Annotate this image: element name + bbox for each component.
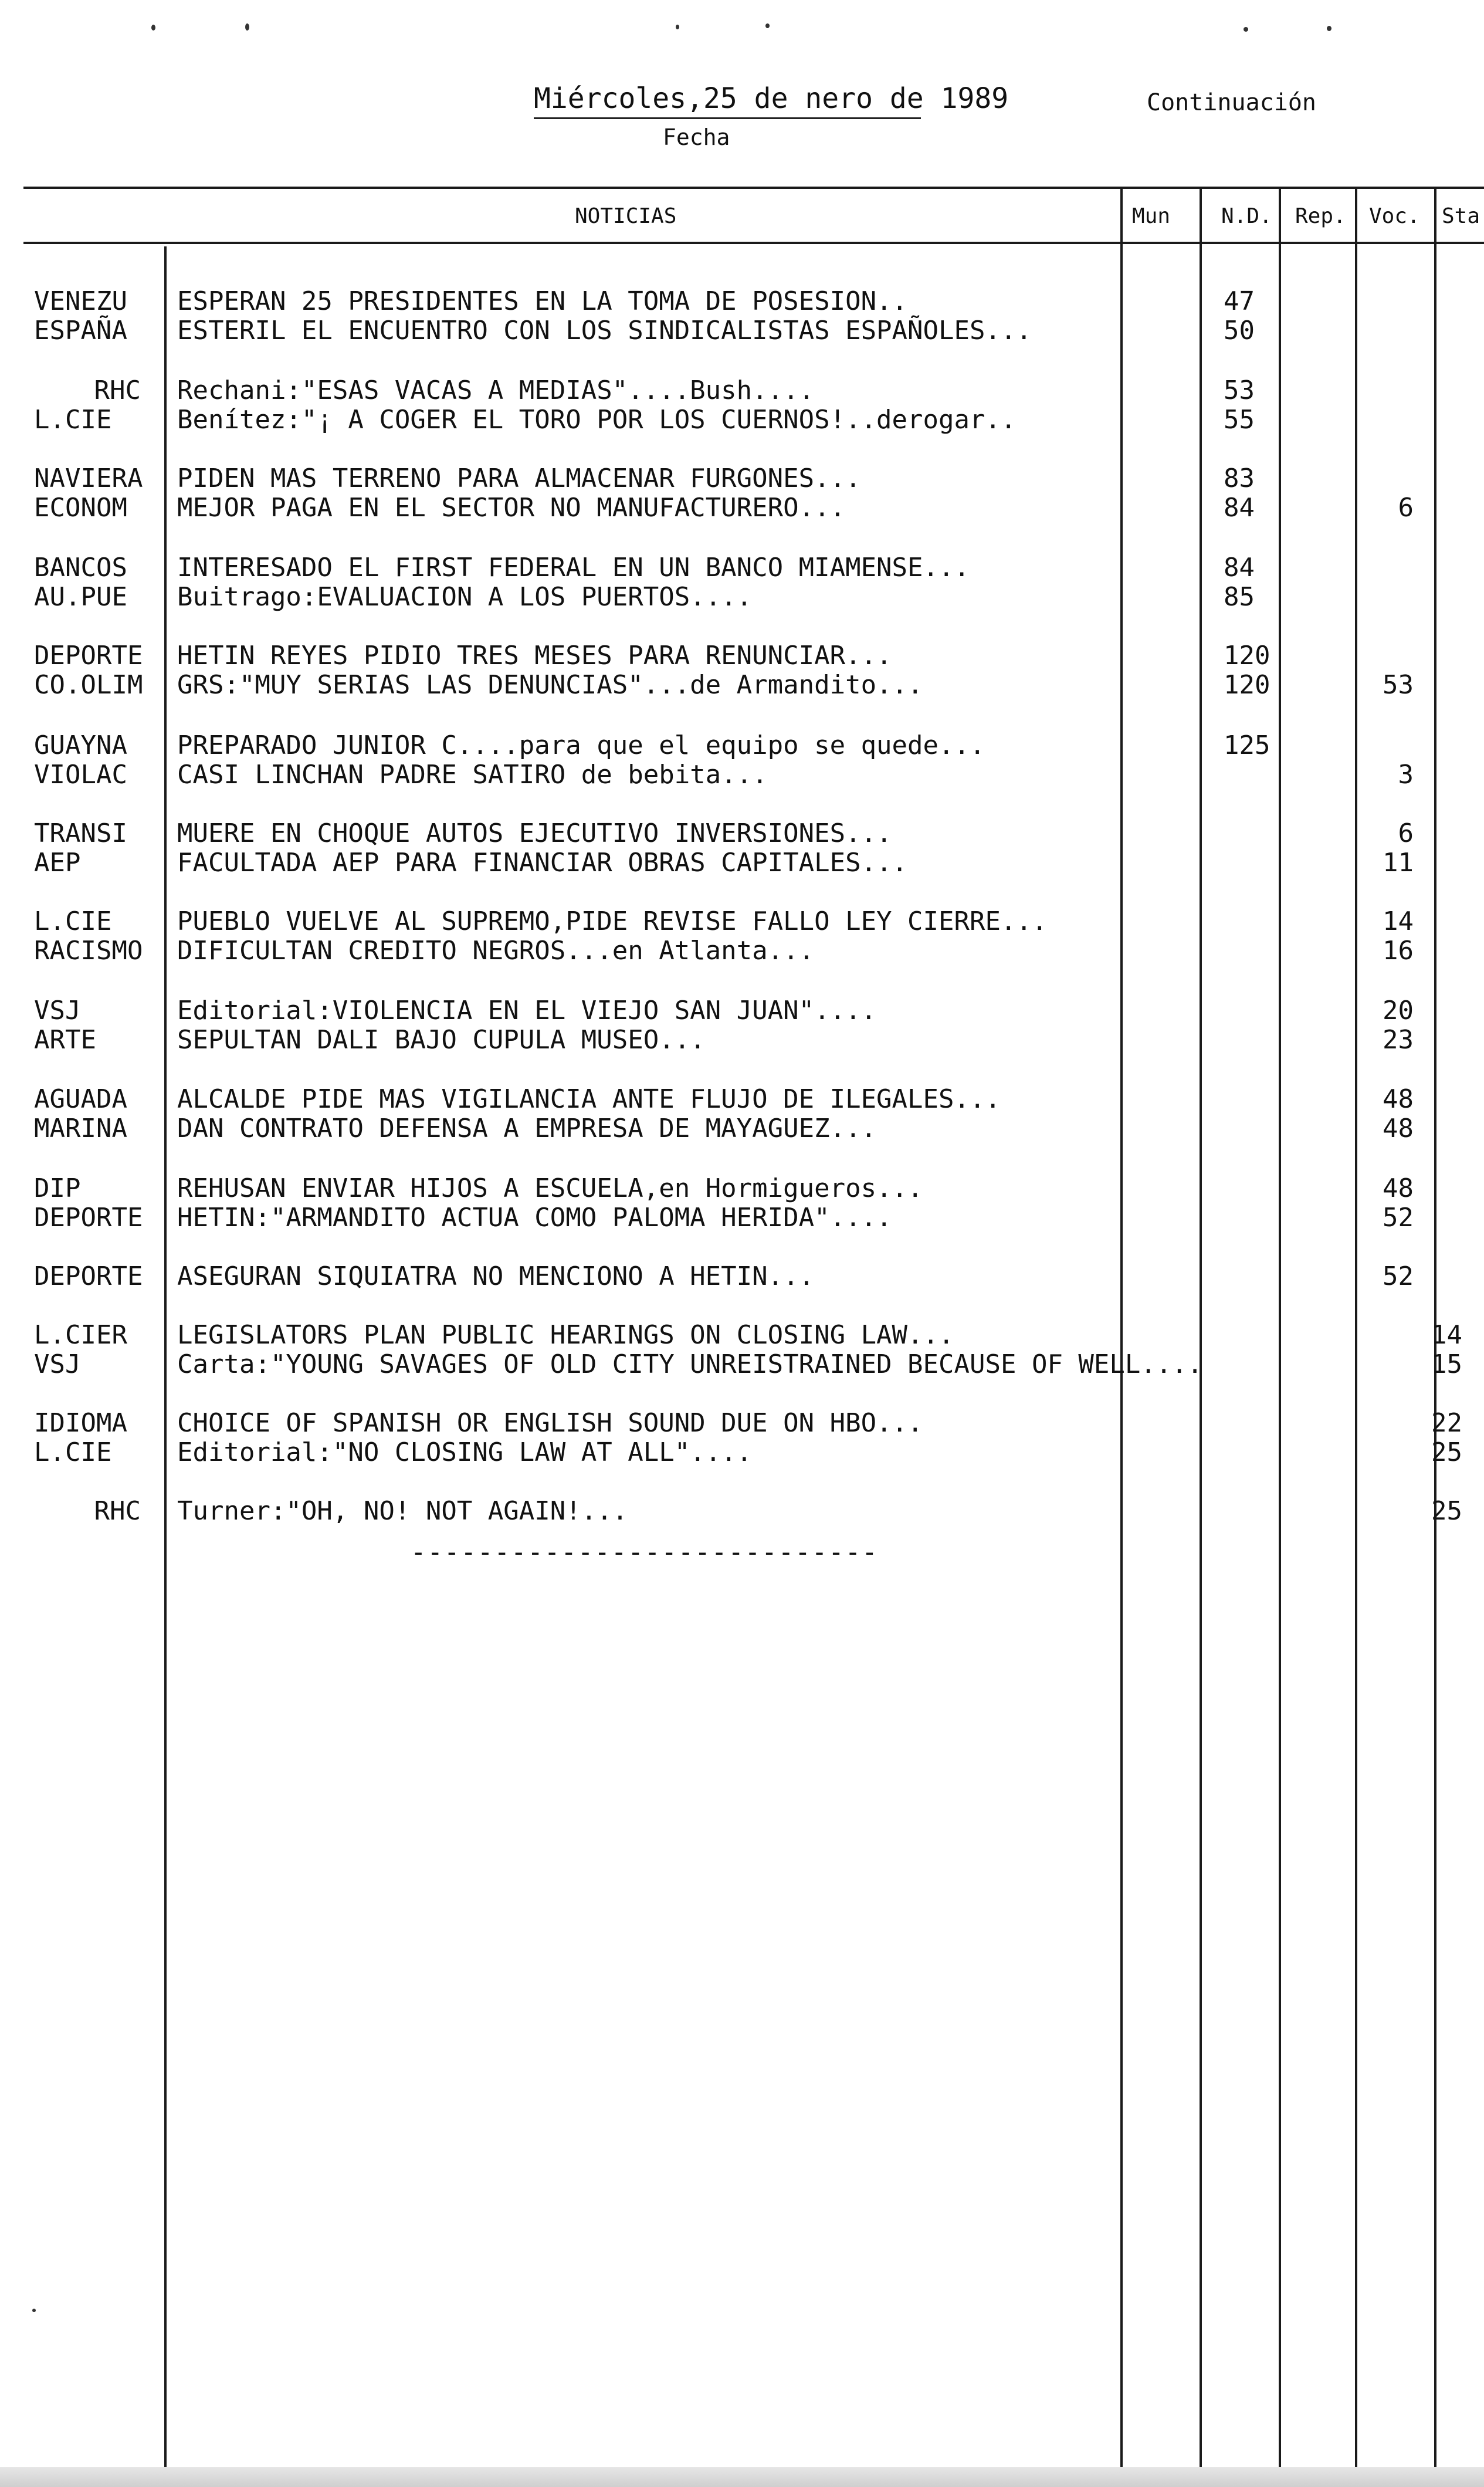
row-sta-page: 14 <box>1431 1320 1462 1350</box>
row-section-code: RHC <box>94 375 141 405</box>
row-headline: ALCALDE PIDE MAS VIGILANCIA ANTE FLUJO DE ILEGALES... <box>177 1084 1001 1114</box>
row-headline: PUEBLO VUELVE AL SUPREMO,PIDE REVISE FALLO LEY CIERRE... <box>177 906 1048 936</box>
row-headline: Carta:"YOUNG SAVAGES OF OLD CITY UNREISTRAINED BECAUSE OF WELL.... <box>177 1349 1203 1379</box>
row-headline: CASI LINCHAN PADRE SATIRO de bebita... <box>177 760 768 790</box>
row-headline: REHUSAN ENVIAR HIJOS A ESCUELA,en Hormigueros... <box>177 1173 923 1203</box>
scan-speck <box>151 25 155 31</box>
scan-speck <box>1244 27 1248 32</box>
row-section-code: L.CIE <box>34 1437 112 1467</box>
row-section-code: NAVIERA <box>34 463 143 493</box>
row-voc-page: 20 <box>1383 996 1414 1026</box>
row-headline: INTERESADO EL FIRST FEDERAL EN UN BANCO MIAMENSE... <box>177 553 970 583</box>
scan-speck <box>676 25 679 29</box>
row-section-code: AGUADA <box>34 1084 127 1114</box>
row-voc-page: 11 <box>1383 848 1414 878</box>
row-section-code: BANCOS <box>34 553 127 583</box>
row-section-code: VSJ <box>34 1349 81 1379</box>
row-section-code: AU.PUE <box>34 582 127 612</box>
row-section-code: GUAYNA <box>34 730 127 760</box>
row-headline: CHOICE OF SPANISH OR ENGLISH SOUND DUE ON HBO... <box>177 1408 923 1438</box>
column-header-nd: N.D. <box>1221 204 1272 228</box>
row-section-code: RHC <box>94 1496 141 1526</box>
row-headline: Editorial:VIOLENCIA EN EL VIEJO SAN JUAN".... <box>177 996 877 1026</box>
row-voc-page: 48 <box>1383 1114 1414 1143</box>
scan-speck <box>765 23 770 28</box>
row-headline: PREPARADO JUNIOR C....para que el equipo se quede... <box>177 730 985 760</box>
row-headline: Editorial:"NO CLOSING LAW AT ALL".... <box>177 1437 753 1467</box>
row-headline: GRS:"MUY SERIAS LAS DENUNCIAS"...de Armandito... <box>177 670 923 700</box>
date-underline <box>534 117 921 119</box>
row-voc-page: 6 <box>1398 493 1414 523</box>
row-headline: MEJOR PAGA EN EL SECTOR NO MANUFACTURERO... <box>177 493 846 523</box>
row-section-code: RACISMO <box>34 936 143 966</box>
code-column-divider <box>164 246 167 2467</box>
row-voc-page: 6 <box>1398 818 1414 848</box>
row-section-code: ARTE <box>34 1025 96 1055</box>
row-section-code: DEPORTE <box>34 1203 143 1233</box>
page-date: Miércoles,25 de nero de 1989 <box>534 82 1009 115</box>
row-nd-page: 120 <box>1224 670 1270 700</box>
rep-column-divider <box>1279 187 1281 2467</box>
row-section-code: L.CIE <box>34 906 112 936</box>
row-headline: MUERE EN CHOQUE AUTOS EJECUTIVO INVERSIONES... <box>177 818 892 848</box>
row-sta-page: 15 <box>1431 1349 1462 1379</box>
row-voc-page: 23 <box>1383 1025 1414 1055</box>
row-section-code: AEP <box>34 848 81 878</box>
row-section-code: ECONOM <box>34 493 127 523</box>
row-nd-page: 125 <box>1224 730 1270 760</box>
column-header-mun: Mun <box>1132 204 1171 228</box>
row-section-code: MARINA <box>34 1114 127 1143</box>
end-separator: ---------------------------- <box>411 1537 879 1567</box>
row-section-code: L.CIE <box>34 405 112 435</box>
row-section-code: VSJ <box>34 996 81 1026</box>
row-headline: Buitrago:EVALUACION A LOS PUERTOS.... <box>177 582 753 612</box>
row-headline: Benítez:"¡ A COGER EL TORO POR LOS CUERNOS!..derogar.. <box>177 405 1017 435</box>
continuation-label: Continuación <box>1147 89 1316 116</box>
row-headline: FACULTADA AEP PARA FINANCIAR OBRAS CAPITALES... <box>177 848 908 878</box>
row-section-code: DEPORTE <box>34 1261 143 1291</box>
row-nd-page: 55 <box>1224 405 1255 435</box>
row-nd-page: 84 <box>1224 553 1255 583</box>
row-sta-page: 22 <box>1431 1408 1462 1438</box>
row-headline: HETIN REYES PIDIO TRES MESES PARA RENUNCIAR... <box>177 641 892 671</box>
row-section-code: ESPAÑA <box>34 316 127 346</box>
row-section-code: VIOLAC <box>34 760 127 790</box>
row-nd-page: 47 <box>1224 286 1255 316</box>
row-nd-page: 83 <box>1224 463 1255 493</box>
row-headline: DIFICULTAN CREDITO NEGROS...en Atlanta... <box>177 936 815 966</box>
column-header-news: NOTICIAS <box>575 204 677 228</box>
row-voc-page: 3 <box>1398 760 1414 790</box>
row-headline: ASEGURAN SIQUIATRA NO MENCIONO A HETIN... <box>177 1261 815 1291</box>
row-nd-page: 53 <box>1224 375 1255 405</box>
row-section-code: IDIOMA <box>34 1408 127 1438</box>
row-sta-page: 25 <box>1431 1437 1462 1467</box>
row-nd-page: 84 <box>1224 493 1255 523</box>
column-header-sta: Sta <box>1442 204 1480 228</box>
row-voc-page: 48 <box>1383 1173 1414 1203</box>
voc-column-divider <box>1355 187 1357 2467</box>
row-nd-page: 85 <box>1224 582 1255 612</box>
row-voc-page: 52 <box>1383 1261 1414 1291</box>
scan-speck <box>245 23 249 31</box>
row-section-code: TRANSI <box>34 818 127 848</box>
row-headline: Turner:"OH, NO! NOT AGAIN!... <box>177 1496 628 1526</box>
mun-column-divider <box>1120 187 1123 2467</box>
row-voc-page: 16 <box>1383 936 1414 966</box>
row-nd-page: 120 <box>1224 641 1270 671</box>
row-nd-page: 50 <box>1224 316 1255 346</box>
row-sta-page: 25 <box>1431 1496 1462 1526</box>
row-headline: PIDEN MAS TERRENO PARA ALMACENAR FURGONES... <box>177 463 861 493</box>
scan-bottom-edge <box>0 2467 1484 2487</box>
table-header-rule <box>23 242 1484 244</box>
table-top-rule <box>23 187 1484 189</box>
row-section-code: DEPORTE <box>34 641 143 671</box>
row-section-code: DIP <box>34 1173 81 1203</box>
row-section-code: L.CIER <box>34 1320 127 1350</box>
row-voc-page: 14 <box>1383 906 1414 936</box>
row-voc-page: 53 <box>1383 670 1414 700</box>
row-voc-page: 52 <box>1383 1203 1414 1233</box>
row-headline: LEGISLATORS PLAN PUBLIC HEARINGS ON CLOSING LAW... <box>177 1320 954 1350</box>
column-header-voc: Voc. <box>1369 204 1420 228</box>
row-headline: SEPULTAN DALI BAJO CUPULA MUSEO... <box>177 1025 706 1055</box>
row-voc-page: 48 <box>1383 1084 1414 1114</box>
scan-speck <box>32 2309 36 2312</box>
scan-speck <box>1327 26 1331 31</box>
row-section-code: CO.OLIM <box>34 670 143 700</box>
nd-column-divider <box>1200 187 1202 2467</box>
row-section-code: VENEZU <box>34 286 127 316</box>
row-headline: Rechani:"ESAS VACAS A MEDIAS"....Bush.... <box>177 375 815 405</box>
row-headline: ESTERIL EL ENCUENTRO CON LOS SINDICALISTAS ESPAÑOLES... <box>177 316 1032 346</box>
column-header-rep: Rep. <box>1295 204 1346 228</box>
row-headline: HETIN:"ARMANDITO ACTUA COMO PALOMA HERIDA".... <box>177 1203 892 1233</box>
row-headline: ESPERAN 25 PRESIDENTES EN LA TOMA DE POSESION.. <box>177 286 908 316</box>
row-headline: DAN CONTRATO DEFENSA A EMPRESA DE MAYAGUEZ... <box>177 1114 877 1143</box>
date-label: Fecha <box>663 124 730 150</box>
